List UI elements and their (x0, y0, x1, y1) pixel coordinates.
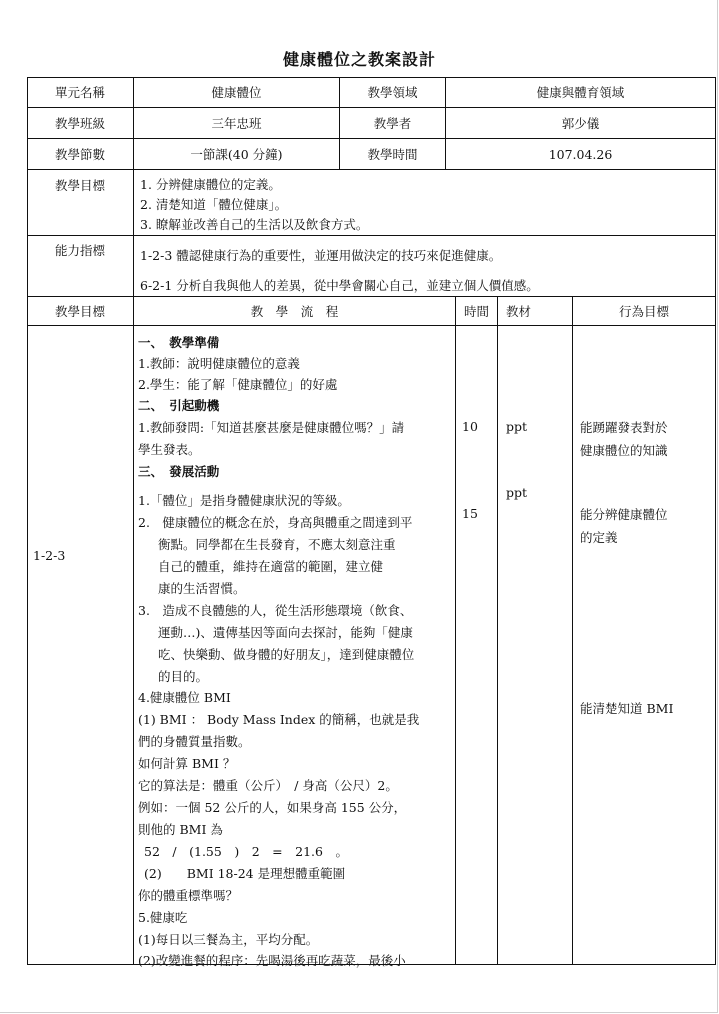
flow-objective-cell (27, 326, 134, 965)
flow-line: 康的生活習慣。 (158, 581, 246, 596)
indicators-cell (134, 236, 716, 297)
flow-material-cell (498, 326, 573, 965)
flow-behavior-cell (573, 326, 716, 965)
flow-line: 5.健康吃 (138, 910, 188, 925)
label-teaching-date: 教學時間 (340, 139, 446, 170)
time-value: 10 (462, 419, 478, 434)
flow-line: 例如：一個 52 公斤的人，如果身高 155 公分， (138, 800, 407, 815)
flow-content-cell (134, 326, 456, 968)
behavior-goal: 能分辨健康體位 (580, 507, 668, 522)
flow-line: 2. 健康體位的概念在於，身高與體重之間達到平 (138, 515, 413, 530)
value-teacher: 郭少儀 (446, 108, 716, 139)
flow-line: 衡點。同學都在生長發育，不應太刻意注重 (158, 537, 396, 552)
flow-line: 1.「體位」是指身體健康狀況的等級。 (138, 493, 350, 508)
flow-line: (2) BMI 18-24 是理想體重範圍 (144, 866, 346, 881)
header-time: 時間 (456, 297, 498, 326)
section-heading: 二、 引起動機 (138, 398, 220, 413)
flow-line: 它的算法是：體重（公斤） / 身高（公尺）2。 (138, 778, 398, 793)
flow-time-cell (456, 326, 498, 965)
label-class: 教學班級 (27, 108, 134, 139)
header-behavior: 行為目標 (573, 297, 716, 326)
material-value: ppt (506, 485, 528, 500)
flow-line: 吃、快樂動、做身體的好朋友」，達到健康體位 (158, 647, 415, 662)
label-unit-name: 單元名稱 (27, 77, 134, 108)
label-periods: 教學節數 (27, 139, 134, 170)
value-teaching-date: 107.04.26 (446, 139, 716, 170)
value-periods: 一節課(40 分鐘) (134, 139, 340, 170)
flow-line: 3. 造成不良體態的人，從生活形態環境（飲食、 (138, 603, 413, 618)
flow-line: 1.教師發問:「知道甚麼甚麼是健康體位嗎？」請 (138, 420, 405, 435)
time-value: 15 (462, 506, 478, 521)
behavior-goal: 的定義 (580, 530, 618, 545)
document-title: 健康體位之教案設計 (282, 50, 436, 69)
header-flow: 教 學 流 程 (134, 297, 456, 326)
value-class: 三年忠班 (134, 108, 340, 139)
flow-line: 運動…)、遺傳基因等面向去探討，能夠「健康 (158, 625, 413, 640)
objectives-cell (134, 170, 716, 236)
flow-line: 自己的體重，維持在適當的範圍，建立健 (158, 559, 384, 574)
material-value: ppt (506, 419, 528, 434)
flow-line: 4.健康體位 BMI (138, 690, 231, 705)
objective-item: 2. 清楚知道「體位健康」。 (140, 197, 288, 212)
header-material: 教材 (498, 297, 573, 326)
behavior-goal: 能踴躍發表對於 (580, 420, 668, 435)
header-objective: 教學目標 (27, 297, 134, 326)
behavior-goal: 健康體位的知識 (580, 443, 668, 458)
flow-line: 52 / (1.55 ) 2 = 21.6 。 (144, 844, 348, 859)
flow-line: (2)改變進餐的程序：先喝湯後再吃蔬菜，最後小 (138, 953, 406, 968)
label-indicators (27, 236, 134, 297)
objective-code: 1-2-3 (33, 548, 66, 563)
flow-line: 則他的 BMI 為 (138, 822, 223, 837)
indicator-item: 6-2-1 分析自我與他人的差異，從中學會關心自己，並建立個人價值感。 (140, 278, 539, 293)
flow-line: 2.學生：能了解「健康體位」的好處 (138, 377, 338, 392)
label-teacher: 教學者 (340, 108, 446, 139)
flow-line: 學生發表。 (138, 442, 201, 457)
objective-item: 1. 分辨健康體位的定義。 (140, 177, 281, 192)
label-teaching-domain: 教學領域 (340, 77, 446, 108)
label-indicators-text: 能力指標 (54, 243, 105, 258)
flow-line: 1.教師：說明健康體位的意義 (138, 356, 300, 371)
behavior-goal: 能清楚知道 BMI (580, 701, 674, 716)
section-heading: 一、 教學準備 (138, 335, 220, 350)
flow-line: 們的身體質量指數。 (138, 734, 251, 749)
label-objectives-text: 教學目標 (54, 178, 105, 193)
flow-line: 如何計算 BMI ？ (138, 756, 236, 771)
indicator-item: 1-2-3 體認健康行為的重要性，並運用做決定的技巧來促進健康。 (140, 248, 502, 263)
flow-line: 你的體重標準嗎？ (138, 888, 239, 903)
flow-line: (1) BMI ： Body Mass Index 的簡稱，也就是我 (138, 712, 420, 727)
value-teaching-domain: 健康與體育領域 (446, 77, 716, 108)
section-heading: 三、 發展活動 (138, 464, 220, 479)
flow-line: (1)每日以三餐為主，平均分配。 (138, 932, 319, 947)
label-objectives (27, 170, 134, 236)
objective-item: 3. 瞭解並改善自己的生活以及飲食方式。 (140, 217, 369, 232)
value-unit-name: 健康體位 (134, 77, 340, 108)
flow-line: 的目的。 (158, 669, 209, 684)
